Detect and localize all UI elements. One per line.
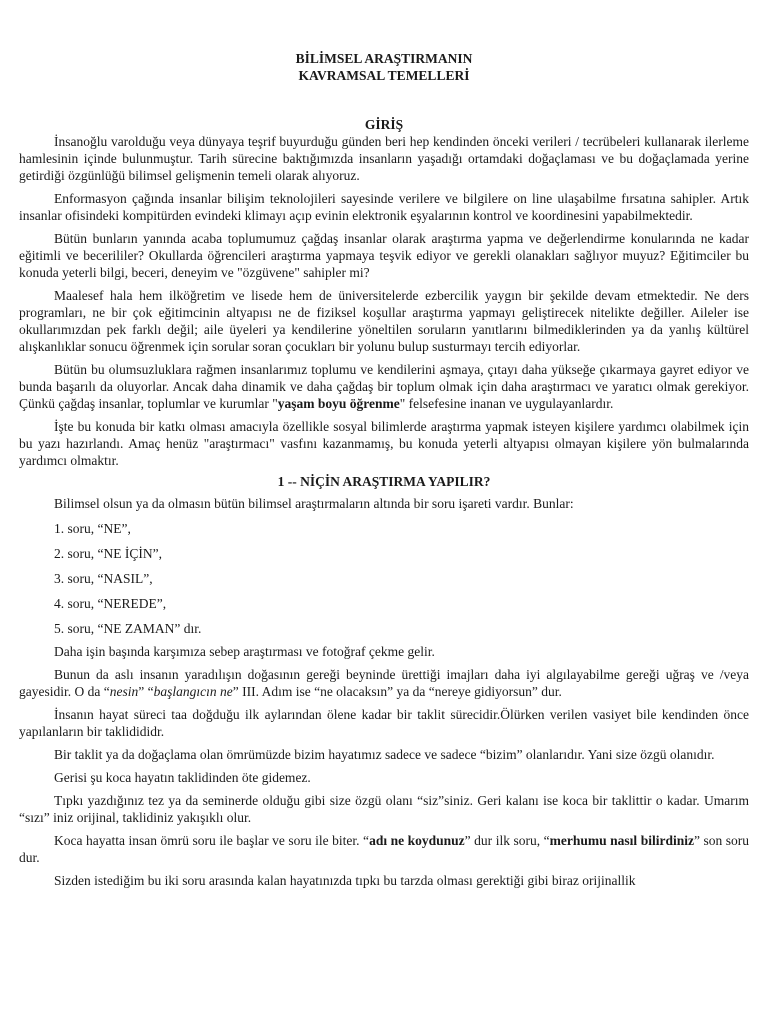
paragraph [19,666,749,700]
italic-phrase: başlangıcın ne [153,684,233,699]
bold-phrase: merhumu nasıl bilirdiniz [549,833,694,848]
bold-phrase: adı ne koydunuz [369,833,465,848]
paragraph: Sizden istediğim bu iki soru arasında kalan hayatınızda tıpkı bu tarzda olması gerektiği gibi biraz orijinallik [54,873,636,888]
paragraph: Bir taklit ya da doğaçlama olan ömrümüzde bizim hayatımız sadece ve sadece “bizim” olanlarıdır. Yani size özgü olanıdır. [54,747,715,762]
paragraph: Gerisi şu koca hayatın taklidinden öte gidemez. [54,770,311,785]
text-run: Bunun da aslı insanın yaradılışın doğasının gereği beyninde ürettiği imajları daha iyi algılayabilme gereği uğraş ve /veya gayesidir. O da “ [19,667,749,699]
bold-phrase: yaşam boyu öğrenme [277,396,400,411]
paragraph [19,361,749,412]
paragraph [19,832,749,866]
paragraph: İşte bu konuda bir katkı olması amacıyla özellikle sosyal bilimlerde araştırma yapmak isteyen kişilere yardımcı olabilmek için bu yazı hazırlandı. Amaç henüz "araştırmacı" vasfını kazanmamış, bu konuda yeterli altyapısı olmayan kişilere yön bulmalarında yardımcı olmaktır. [19,419,749,468]
paragraph: Bütün bunların yanında acaba toplumumuz çağdaş insanlar olarak araştırma yapma ve değerlendirme konularında ne kadar eğitimli ve becerililer? Okullarda öğrencileri araştırma yapmaya teşvik ediyor ve gerekli olanakları sağlıyor muyuz? Eğitimciler bu konuda yeterli bilgi, beceri, deneyim ve "özgüvene" sahipler mi? [19,231,749,280]
text-run: Bütün bu olumsuzluklara rağmen insanlarımız toplumu ve kendilerini aşmaya, çıtayı daha yükseğe çıkarmaya gayret ediyor ve bunda başarılı da oluyorlar. Ancak daha dinamik ve daha çağdaş bir toplum olmak için daha araştırmacı ve yaratıcı olmak gerekiyor. Çünkü çağdaş insanlar, toplumlar ve kurumlar " [19,362,749,411]
list-item: 2. soru, “NE İÇİN”, [54,546,162,561]
text-run: ” “ [138,684,154,699]
paragraph: Bilimsel olsun ya da olmasın bütün bilimsel araştırmaların altında bir soru işareti vardır. Bunlar: [54,496,574,511]
list-item: 3. soru, “NASIL”, [54,571,153,586]
text-run: ” III. Adım ise “ne olacaksın” ya da “nereye gidiyorsun” dur. [232,684,562,699]
list-item: 1. soru, “NE”, [54,521,131,536]
paragraph: Daha işin başında karşımıza sebep araştırması ve fotoğraf çekme gelir. [54,644,435,659]
text-run: Koca hayatta insan ömrü soru ile başlar ve soru ile biter. “ [54,833,370,848]
italic-phrase: nesin [109,684,139,699]
paragraph: Maalesef hala hem ilköğretim ve lisede hem de üniversitelerde ezbercilik yaygın bir şekilde devam etmektedir. Ne ders programları, ne bir çok eğitimcinin altyapısı ne de fiziksel koşullar araştırma yapmayı geliştirecek nitelikte değiller. Aileler ise okullarımızdan pek farklı değil; aile üyeleri ya kendilerine yöneltilen soruların yanıtlarını bilmediklerinden ya da yanlış kültürel alışkanlıklar sonucu öğrenmek için sorular soran çocukları bir yolunu bulup susturmayı tercih ediyorlar. [19,288,749,354]
heading-giris: GİRİŞ [364,117,404,132]
text-run: ” dur ilk soru, “ [464,833,550,848]
paragraph: İnsanın hayat süreci taa doğduğu ilk aylarından ölene kadar bir taklit sürecidir.Ölürken verilen vasiyet bile kendinden önce yapılanların bir taklidididr. [19,707,749,739]
text-run: ” son soru dur. [19,833,749,865]
heading-section-1: 1 -- NİÇİN ARAŞTIRMA YAPILIR? [277,474,491,489]
paragraph: Enformasyon çağında insanlar bilişim teknolojileri sayesinde verilere ve bilgilere on line ulaşabilme fırsatına sahipler. Artık insanlar ofisindeki kompitürden evindeki klimayı açıp evinin elektronik eşyalarının kontrol ve koordinesini yapabilmektedir. [19,191,749,223]
document-title-line2: KAVRAMSAL TEMELLERİ [298,68,470,83]
paragraph: İnsanoğlu varolduğu veya dünyaya teşrif buyurduğu günden beri hep kendinden önceki verileri / tecrübeleri kullanarak ilerleme hamlesinin içinde bulunmuştur. Tarih sürecine baktığımızda insanların yaşadığı ortamdaki doğaçlaması ve bu doğaçlamada yerine getirdiği özgünlüğü bilimsel gelişmenin temeli olarak alıyoruz. [19,134,749,183]
document-title-line1: BİLİMSEL ARAŞTIRMANIN [295,51,473,66]
list-item: 5. soru, “NE ZAMAN” dır. [54,621,202,636]
text-run: " felsefesine inanan ve uygulayanlardır. [399,396,614,411]
paragraph: Tıpkı yazdığınız tez ya da seminerde olduğu gibi size özgü olanı “siz”siniz. Geri kalanı ise koca bir taklittir o kadar. Umarım “sızı” iniz orijinal, taklidiniz yakışıklı olur. [19,793,749,825]
list-item: 4. soru, “NEREDE”, [54,596,167,611]
